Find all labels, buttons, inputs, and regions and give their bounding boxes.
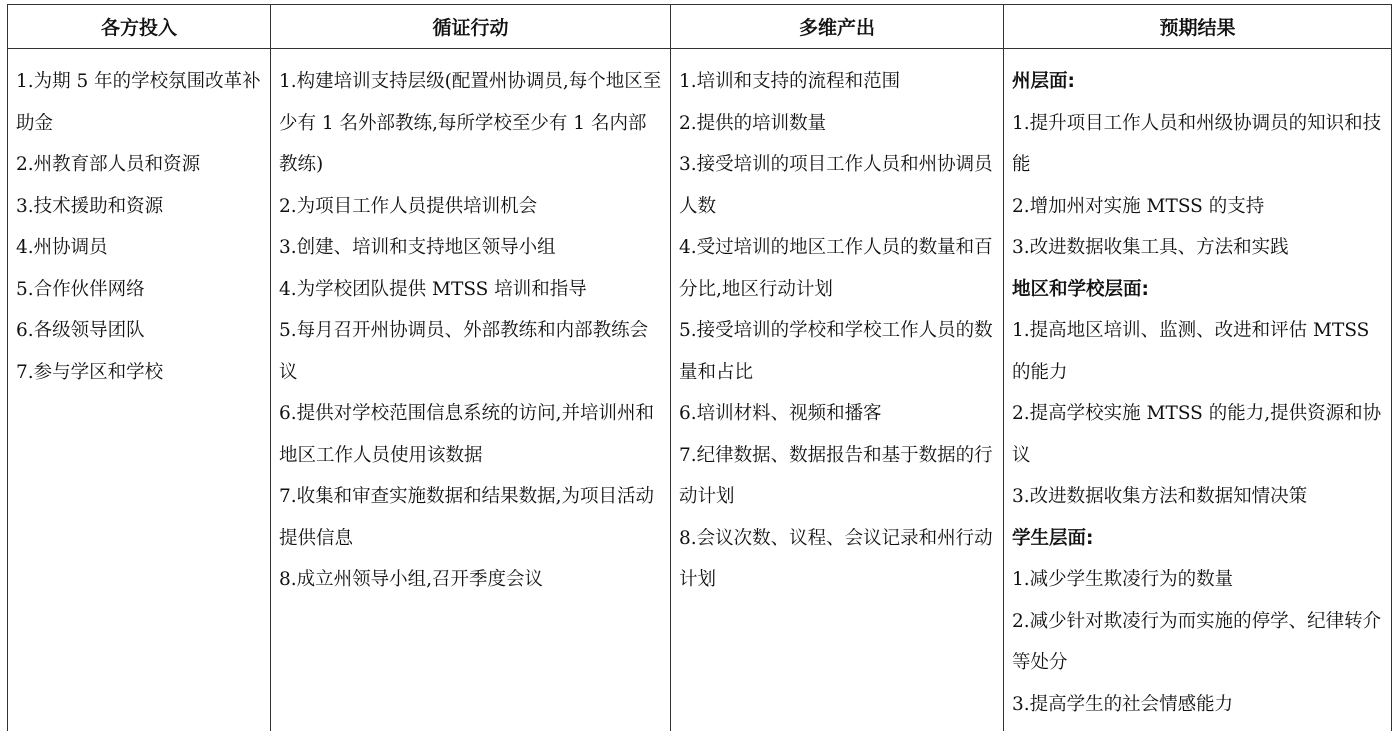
output-item: 1.培训和支持的流程和范围 (679, 61, 997, 103)
outcome-item: 1.提升项目工作人员和州级协调员的知识和技能 (1012, 103, 1385, 186)
outputs-cell (671, 49, 1004, 731)
outcome-item: 1.提高地区培训、监测、改进和评估 MTSS 的能力 (1012, 310, 1385, 393)
input-item: 5.合作伙伴网络 (16, 269, 264, 311)
header-row (8, 5, 1392, 49)
output-item: 5.接受培训的学校和学校工作人员的数量和占比 (679, 310, 997, 393)
outcome-item: 2.增加州对实施 MTSS 的支持 (1012, 186, 1385, 228)
outcome-heading-district: 地区和学校层面: (1012, 269, 1385, 311)
output-item: 4.受过培训的地区工作人员的数量和百分比,地区行动计划 (679, 227, 997, 310)
outcome-item: 1.减少学生欺凌行为的数量 (1012, 559, 1385, 601)
output-item: 2.提供的培训数量 (679, 103, 997, 145)
action-item: 6.提供对学校范围信息系统的访问,并培训州和地区工作人员使用该数据 (279, 393, 664, 476)
header-outcomes: 预期结果 (1004, 5, 1392, 49)
input-item: 7.参与学区和学校 (16, 352, 264, 394)
header-actions: 循证行动 (271, 5, 671, 49)
content-row (8, 49, 1392, 731)
header-inputs: 各方投入 (8, 5, 271, 49)
input-item: 4.州协调员 (16, 227, 264, 269)
action-item: 8.成立州领导小组,召开季度会议 (279, 559, 664, 601)
logic-model-table (7, 4, 1392, 731)
action-item: 7.收集和审查实施数据和结果数据,为项目活动提供信息 (279, 476, 664, 559)
action-item: 2.为项目工作人员提供培训机会 (279, 186, 664, 228)
action-item: 3.创建、培训和支持地区领导小组 (279, 227, 664, 269)
input-item: 2.州教育部人员和资源 (16, 144, 264, 186)
header-outputs: 多维产出 (671, 5, 1004, 49)
outcome-item: 2.减少针对欺凌行为而实施的停学、纪律转介等处分 (1012, 601, 1385, 684)
actions-cell (271, 49, 671, 731)
outcome-heading-state: 州层面: (1012, 61, 1385, 103)
action-item: 4.为学校团队提供 MTSS 培训和指导 (279, 269, 664, 311)
outcome-item: 2.提高学校实施 MTSS 的能力,提供资源和协议 (1012, 393, 1385, 476)
outcome-item: 3.改进数据收集工具、方法和实践 (1012, 227, 1385, 269)
action-item: 5.每月召开州协调员、外部教练和内部教练会议 (279, 310, 664, 393)
outcome-item: 3.提高学生的社会情感能力 (1012, 684, 1385, 726)
outcomes-cell (1004, 49, 1392, 731)
output-item: 6.培训材料、视频和播客 (679, 393, 997, 435)
input-item: 3.技术援助和资源 (16, 186, 264, 228)
outcome-item: 3.改进数据收集方法和数据知情决策 (1012, 476, 1385, 518)
input-item: 1.为期 5 年的学校氛围改革补助金 (16, 61, 264, 144)
inputs-cell (8, 49, 271, 731)
outcome-heading-student: 学生层面: (1012, 518, 1385, 560)
input-item: 6.各级领导团队 (16, 310, 264, 352)
output-item: 3.接受培训的项目工作人员和州协调员人数 (679, 144, 997, 227)
action-item: 1.构建培训支持层级(配置州协调员,每个地区至少有 1 名外部教练,每所学校至少有 1 名内部教练) (279, 61, 664, 186)
output-item: 8.会议次数、议程、会议记录和州行动计划 (679, 518, 997, 601)
output-item: 7.纪律数据、数据报告和基于数据的行动计划 (679, 435, 997, 518)
